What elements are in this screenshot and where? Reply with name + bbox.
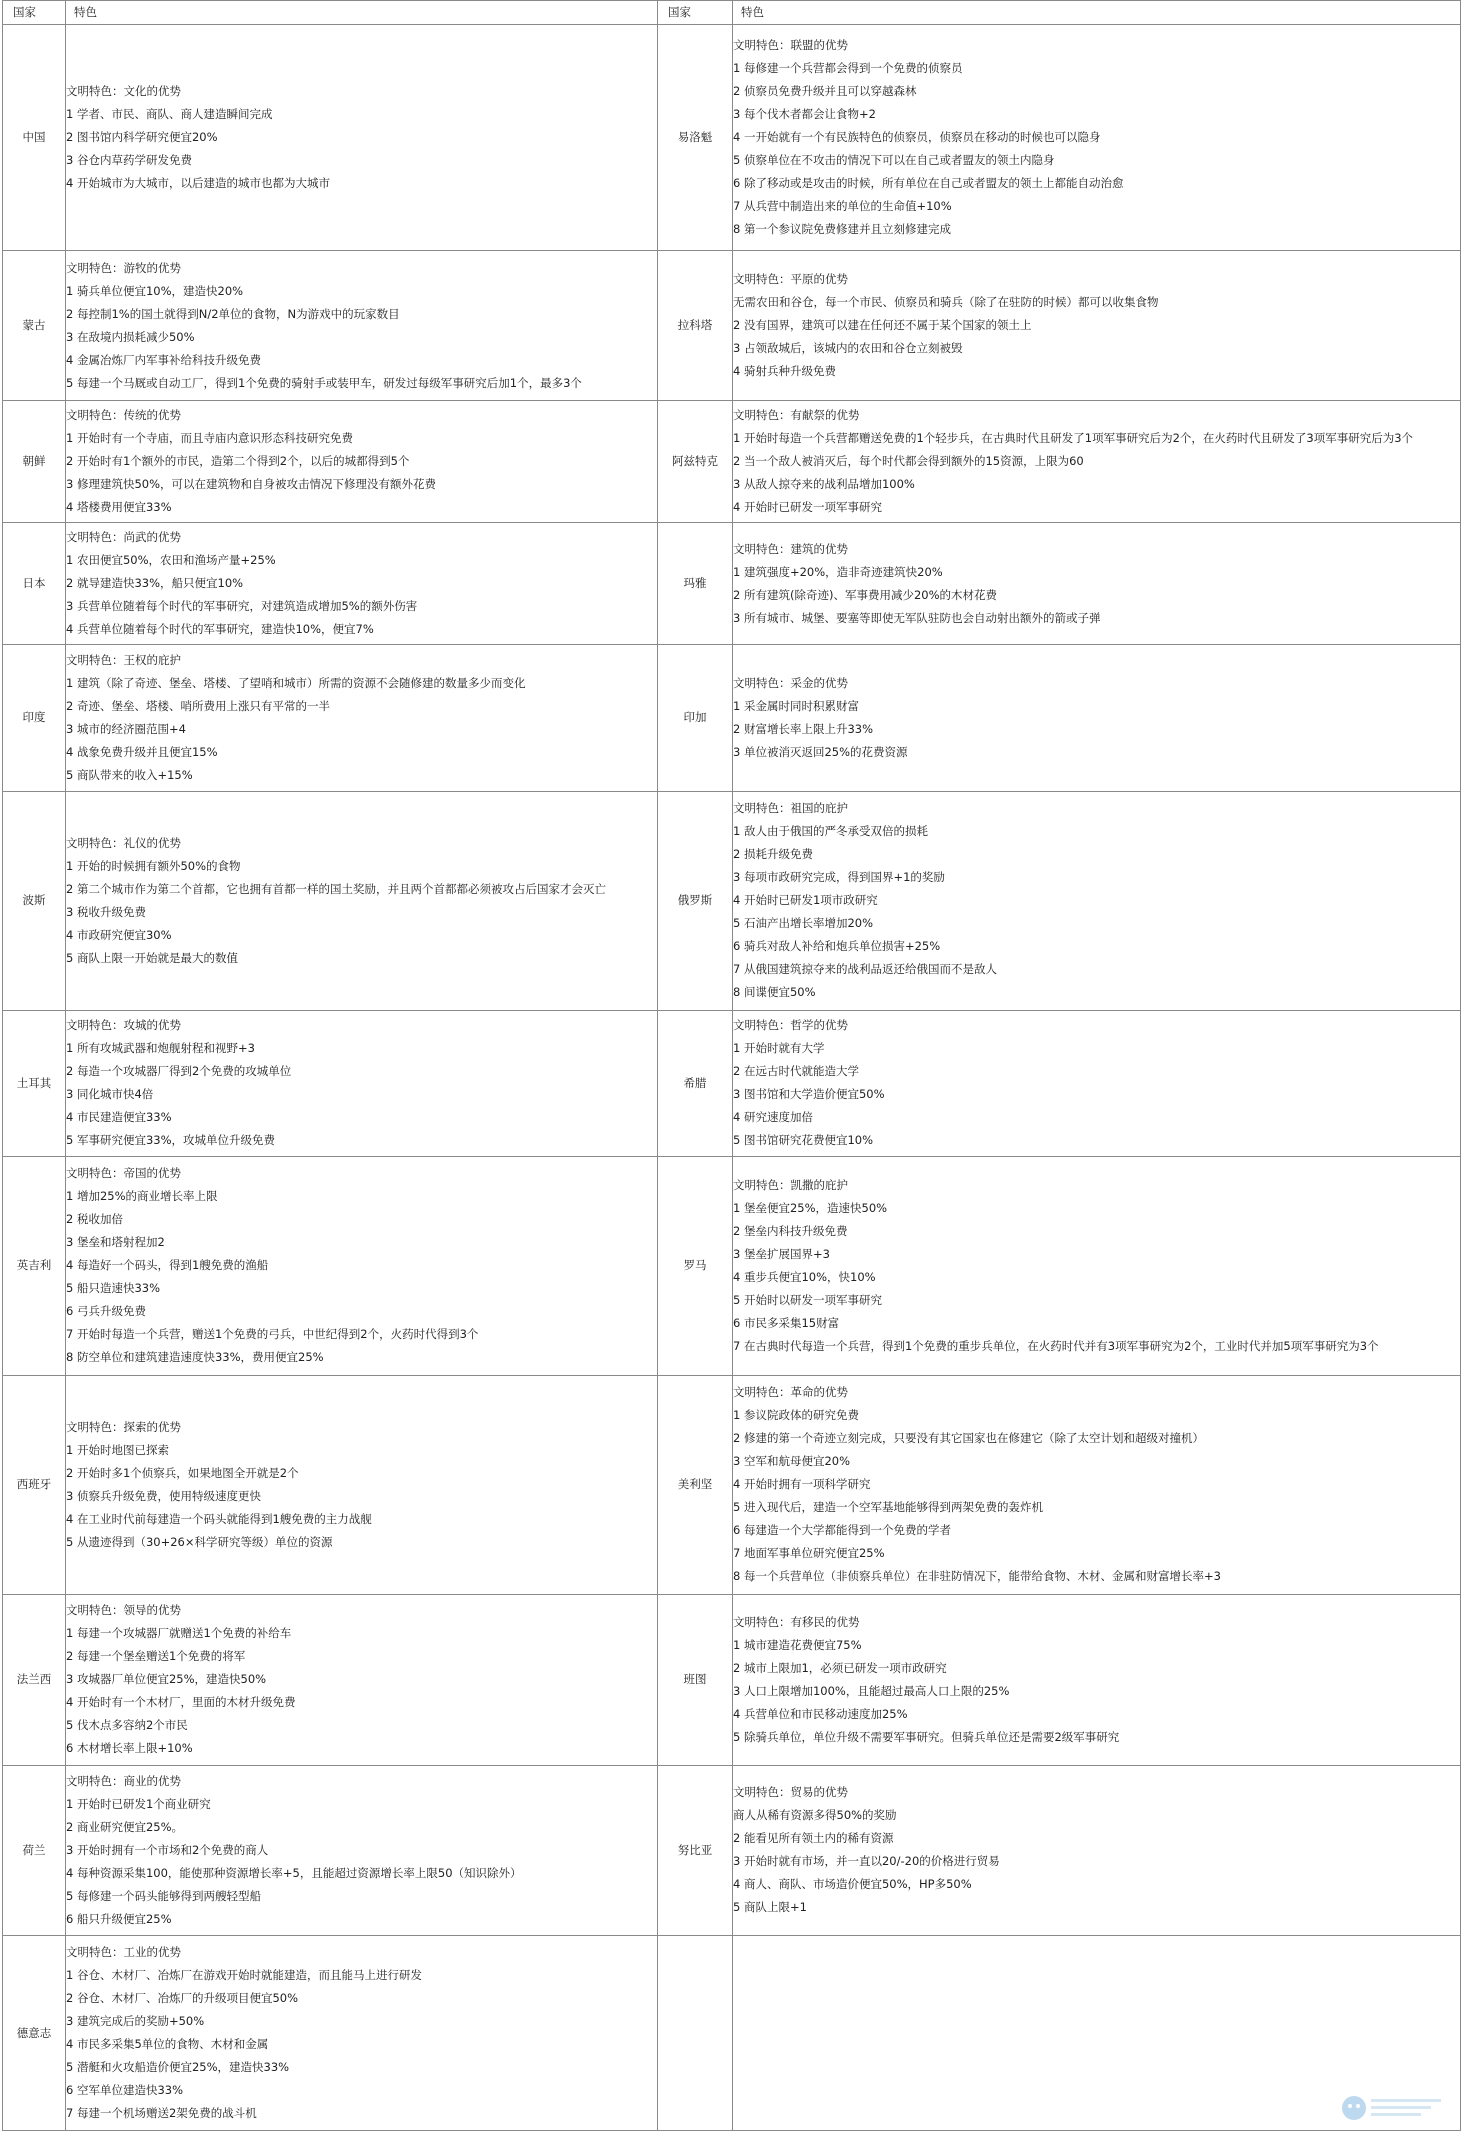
trait-line: 2 堡垒内科技升级免费 (733, 1223, 848, 1238)
trait-line: 1 开始时就有大学 (733, 1041, 825, 1056)
trait-line: 5 军事研究便宜33%，攻城单位升级免费 (66, 1133, 276, 1148)
trait-line: 1 开始时已研发1个商业研究 (66, 1796, 211, 1811)
trait-line: 4 开始时已研发1项市政研究 (733, 893, 878, 908)
country-name-left: 荷兰 (3, 1765, 66, 1936)
trait-line: 5 船只造速快33% (66, 1281, 161, 1296)
trait-line: 5 开始时以研发一项军事研究 (733, 1292, 882, 1307)
traits-cell-left (66, 523, 658, 645)
trait-line: 3 每个伐木者都会让食物+2 (733, 107, 876, 122)
country-name-left: 蒙古 (3, 251, 66, 401)
trait-line: 3 占领敌城后，该城内的农田和谷仓立刻被毁 (733, 341, 963, 356)
trait-line: 1 骑兵单位便宜10%，建造快20% (66, 283, 244, 298)
trait-title: 文明特色：建筑的优势 (733, 541, 848, 556)
trait-line: 5 石油产出增长率增加20% (733, 916, 874, 931)
traits-cell-left (66, 251, 658, 401)
trait-line: 7 从兵营中制造出来的单位的生命值+10% (733, 199, 952, 214)
trait-line: 4 骑射兵种升级免费 (733, 364, 836, 379)
table-row (3, 1375, 1461, 1594)
country-name-right: 努比亚 (658, 1765, 733, 1936)
trait-title: 文明特色：文化的优势 (66, 84, 181, 99)
trait-line: 7 地面军事单位研究便宜25% (733, 1546, 885, 1561)
traits-cell-left (66, 645, 658, 791)
trait-line: 1 所有攻城武器和炮舰射程和视野+3 (66, 1041, 255, 1056)
trait-line: 4 兵营单位随着每个时代的军事研究，建造快10%，便宜7% (66, 622, 374, 637)
trait-title: 文明特色：联盟的优势 (733, 38, 848, 53)
trait-title: 文明特色：采金的优势 (733, 675, 848, 690)
trait-line: 2 所有建筑(除奇迹)、军事费用减少20%的木材花费 (733, 587, 998, 602)
trait-line: 2 当一个敌人被消灭后，每个时代都会得到额外的15资源，上限为60 (733, 453, 1084, 468)
trait-line: 3 在敌境内损耗减少50% (66, 329, 195, 344)
trait-line: 4 金属冶炼厂内军事补给科技升级免费 (66, 352, 261, 367)
country-name-right: 印加 (658, 645, 733, 791)
traits-cell-right (733, 1010, 1461, 1156)
trait-title: 文明特色：礼仪的优势 (66, 835, 181, 850)
trait-line: 4 商人、商队、市场造价便宜50%，HP多50% (733, 1877, 972, 1892)
country-name-right: 易洛魁 (658, 25, 733, 251)
country-name-left: 印度 (3, 645, 66, 791)
trait-line: 2 图书馆内科学研究便宜20% (66, 130, 218, 145)
country-name-left: 朝鲜 (3, 400, 66, 522)
country-name-left: 波斯 (3, 791, 66, 1010)
traits-cell-left (66, 1936, 658, 2131)
trait-line: 3 攻城器厂单位便宜25%，建造快50% (66, 1672, 267, 1687)
trait-line: 3 修理建筑快50%，可以在建筑物和自身被攻击情况下修理没有额外花费 (66, 476, 437, 491)
trait-line: 2 第二个城市作为第二个首都，它也拥有首都一样的国土奖励，并且两个首都都必须被攻占后国家才会灭亡 (66, 881, 606, 896)
trait-line: 5 每修建一个码头能够得到两艘轻型船 (66, 1888, 261, 1903)
header-country-left: 国家 (3, 1, 66, 25)
trait-line: 8 间谍便宜50% (733, 985, 816, 1000)
trait-line: 3 开始时拥有一个市场和2个免费的商人 (66, 1842, 269, 1857)
trait-line: 2 在远古时代就能造大学 (733, 1064, 859, 1079)
trait-line: 3 堡垒和塔射程加2 (66, 1235, 165, 1250)
trait-line: 1 建筑（除了奇迹、堡垒、塔楼、了望哨和城市）所需的资源不会随修建的数量多少而变化 (66, 675, 526, 690)
country-name-right: 罗马 (658, 1156, 733, 1375)
country-name-right: 拉科塔 (658, 251, 733, 401)
trait-line: 3 所有城市、城堡、要塞等即使无军队驻防也会自动射出额外的箭或子弹 (733, 610, 1101, 625)
trait-line: 3 兵营单位随着每个时代的军事研究，对建筑造成增加5%的额外伤害 (66, 599, 418, 614)
trait-line: 6 每建造一个大学都能得到一个免费的学者 (733, 1523, 951, 1538)
trait-line: 2 修建的第一个奇迹立刻完成，只要没有其它国家也在修建它（除了太空计划和超级对撞机） (733, 1431, 1204, 1446)
civilization-table (2, 0, 1461, 2131)
trait-line: 1 每修建一个兵营都会得到一个免费的侦察员 (733, 61, 963, 76)
trait-title: 文明特色：攻城的优势 (66, 1018, 181, 1033)
trait-line: 2 每控制1%的国土就得到N/2单位的食物，N为游戏中的玩家数目 (66, 306, 400, 321)
trait-line: 1 开始时每造一个兵营都赠送免费的1个轻步兵，在古典时代且研发了1项军事研究后为2个，在火药时代且研发了3项军事研究后为3个 (733, 430, 1414, 445)
traits-cell-right (733, 523, 1461, 645)
trait-line: 4 在工业时代前每建造一个码头就能得到1艘免费的主力战舰 (66, 1511, 372, 1526)
trait-line: 4 市民多采集5单位的食物、木材和金属 (66, 2037, 269, 2052)
trait-line: 3 每项市政研究完成，得到国界+1的奖励 (733, 870, 945, 885)
table-row (3, 1156, 1461, 1375)
country-name-left: 日本 (3, 523, 66, 645)
trait-line: 5 商队上限+1 (733, 1900, 807, 1915)
trait-line: 1 每建一个攻城器厂就赠送1个免费的补给车 (66, 1626, 292, 1641)
table-row (3, 645, 1461, 791)
country-name-left: 英吉利 (3, 1156, 66, 1375)
trait-line: 2 谷仓、木材厂、冶炼厂的升级项目便宜50% (66, 1991, 299, 2006)
trait-title: 文明特色：游牧的优势 (66, 260, 181, 275)
header-features-left: 特色 (66, 1, 658, 25)
traits-cell-right (733, 791, 1461, 1010)
country-name-left: 土耳其 (3, 1010, 66, 1156)
trait-line: 1 参议院政体的研究免费 (733, 1408, 859, 1423)
trait-line: 6 市民多采集15财富 (733, 1315, 840, 1330)
country-name-right: 俄罗斯 (658, 791, 733, 1010)
table-row (3, 1936, 1461, 2131)
table-row (3, 1765, 1461, 1936)
trait-line: 3 开始时就有市场，并一直以20/-20的价格进行贸易 (733, 1854, 1000, 1869)
table-row (3, 25, 1461, 251)
trait-line: 1 学者、市民、商队、商人建造瞬间完成 (66, 107, 273, 122)
trait-line: 1 开始的时候拥有额外50%的食物 (66, 858, 241, 873)
trait-line: 2 税收加倍 (66, 1212, 123, 1227)
traits-cell-left (66, 1594, 658, 1765)
trait-line: 6 弓兵升级免费 (66, 1304, 146, 1319)
header-row (3, 1, 1461, 25)
trait-line: 4 市民建造便宜33% (66, 1110, 172, 1125)
trait-title: 文明特色：祖国的庇护 (733, 801, 848, 816)
trait-line: 5 潜艇和火攻船造价便宜25%，建造快33% (66, 2060, 290, 2075)
trait-line: 5 商队上限一开始就是最大的数值 (66, 950, 238, 965)
trait-line: 3 单位被消灭返回25%的花费资源 (733, 744, 908, 759)
traits-cell-right (733, 251, 1461, 401)
trait-line: 3 侦察兵升级免费，使用特级速度更快 (66, 1488, 261, 1503)
traits-cell-right (733, 1375, 1461, 1594)
header-features-right: 特色 (733, 1, 1461, 25)
trait-title: 文明特色：传统的优势 (66, 407, 181, 422)
traits-cell-right (733, 1765, 1461, 1936)
trait-line: 2 能看见所有领土内的稀有资源 (733, 1831, 894, 1846)
trait-title: 文明特色：探索的优势 (66, 1419, 181, 1434)
trait-line: 3 税收升级免费 (66, 904, 146, 919)
trait-line: 1 增加25%的商业增长率上限 (66, 1189, 218, 1204)
trait-line: 4 开始城市为大城市，以后建造的城市也都为大城市 (66, 176, 330, 191)
trait-line: 3 城市的经济圈范围+4 (66, 721, 186, 736)
traits-cell-left (66, 1010, 658, 1156)
table-row (3, 1594, 1461, 1765)
trait-line: 1 开始时有一个寺庙，而且寺庙内意识形态科技研究免费 (66, 430, 353, 445)
traits-cell-left (66, 1156, 658, 1375)
traits-cell-right (733, 1156, 1461, 1375)
trait-line: 5 商队带来的收入+15% (66, 767, 193, 782)
trait-line: 4 每造好一个码头，得到1艘免费的渔船 (66, 1258, 269, 1273)
trait-line: 4 研究速度加倍 (733, 1110, 813, 1125)
traits-cell-left (66, 791, 658, 1010)
table-row (3, 791, 1461, 1010)
trait-line: 4 开始时有一个木材厂，里面的木材升级免费 (66, 1695, 296, 1710)
trait-line: 4 重步兵便宜10%，快10% (733, 1269, 876, 1284)
trait-title: 文明特色：哲学的优势 (733, 1018, 848, 1033)
table-body (3, 25, 1461, 2131)
trait-line: 5 每建一个马厩或自动工厂，得到1个免费的骑射手或装甲车，研发过每级军事研究后加1个，最多3个 (66, 375, 582, 390)
trait-line: 3 同化城市快4倍 (66, 1087, 154, 1102)
trait-line: 1 城市建造花费便宜75% (733, 1637, 862, 1652)
trait-line: 5 进入现代后，建造一个空军基地能够得到两架免费的轰炸机 (733, 1500, 1043, 1515)
country-name-left: 西班牙 (3, 1375, 66, 1594)
trait-line: 1 堡垒便宜25%，造速快50% (733, 1200, 888, 1215)
trait-line: 3 建筑完成后的奖励+50% (66, 2014, 205, 2029)
table-row (3, 400, 1461, 522)
trait-line: 5 伐木点多容纳2个市民 (66, 1718, 188, 1733)
trait-line: 8 防空单位和建筑建造速度快33%，费用便宜25% (66, 1350, 324, 1365)
trait-line: 5 侦察单位在不攻击的情况下可以在自己或者盟友的领土内隐身 (733, 153, 1055, 168)
trait-title: 文明特色：王权的庇护 (66, 652, 181, 667)
trait-title: 文明特色：商业的优势 (66, 1773, 181, 1788)
trait-title: 文明特色：领导的优势 (66, 1603, 181, 1618)
country-name-right: 美利坚 (658, 1375, 733, 1594)
trait-line: 4 兵营单位和市民移动速度加25% (733, 1706, 908, 1721)
country-name-right: 班图 (658, 1594, 733, 1765)
table-row (3, 523, 1461, 645)
trait-line: 8 第一个参议院免费修建并且立刻修建完成 (733, 222, 951, 237)
trait-line: 7 在古典时代每造一个兵营，得到1个免费的重步兵单位，在火药时代并有3项军事研究为2个，工业时代并加5项军事研究为3个 (733, 1338, 1379, 1353)
country-name-left: 德意志 (3, 1936, 66, 2131)
trait-line: 2 开始时有1个额外的市民，造第二个得到2个，以后的城都得到5个 (66, 453, 410, 468)
trait-line: 2 奇迹、堡垒、塔楼、哨所费用上涨只有平常的一半 (66, 698, 330, 713)
trait-line: 8 每一个兵营单位（非侦察兵单位）在非驻防情况下，能带给食物、木材、金属和财富增长率+3 (733, 1569, 1221, 1584)
trait-line: 2 财富增长率上限上升33% (733, 721, 874, 736)
trait-line: 2 损耗升级免费 (733, 847, 813, 862)
trait-line: 6 除了移动或是攻击的时候，所有单位在自己或者盟友的领土上都能自动治愈 (733, 176, 1124, 191)
trait-line: 4 一开始就有一个有民族特色的侦察员，侦察员在移动的时候也可以隐身 (733, 130, 1101, 145)
trait-line: 3 空军和航母便宜20% (733, 1454, 851, 1469)
trait-line: 2 没有国界，建筑可以建在任何还不属于某个国家的领土上 (733, 318, 1032, 333)
traits-cell-left (66, 400, 658, 522)
trait-line: 4 战象免费升级并且便宜15% (66, 744, 218, 759)
trait-line: 4 开始时拥有一项科学研究 (733, 1477, 871, 1492)
trait-line: 6 船只升级便宜25% (66, 1911, 172, 1926)
trait-title: 文明特色：贸易的优势 (733, 1785, 848, 1800)
trait-title: 文明特色：尚武的优势 (66, 530, 181, 545)
trait-line: 7 开始时每造一个兵营，赠送1个免费的弓兵，中世纪得到2个，火药时代得到3个 (66, 1327, 479, 1342)
trait-line: 4 市政研究便宜30% (66, 927, 172, 942)
trait-line: 2 每建一个堡垒赠送1个免费的将军 (66, 1649, 246, 1664)
trait-line: 1 敌人由于俄国的严冬承受双倍的损耗 (733, 824, 928, 839)
trait-line: 6 空军单位建造快33% (66, 2083, 184, 2098)
traits-cell-left (66, 25, 658, 251)
trait-line: 4 开始时已研发一项军事研究 (733, 499, 882, 514)
trait-line: 1 谷仓、木材厂、冶炼厂在游戏开始时就能建造，而且能马上进行研发 (66, 1968, 422, 1983)
country-name-right: 阿兹特克 (658, 400, 733, 522)
trait-line: 3 人口上限增加100%，且能超过最高人口上限的25% (733, 1683, 1010, 1698)
trait-line: 2 就导建造快33%，船只便宜10% (66, 576, 244, 591)
trait-line: 6 木材增长率上限+10% (66, 1741, 193, 1756)
trait-title: 文明特色：凯撒的庇护 (733, 1177, 848, 1192)
trait-line: 2 侦察员免费升级并且可以穿越森林 (733, 84, 917, 99)
traits-cell-right (733, 400, 1461, 522)
country-name-right: 希腊 (658, 1010, 733, 1156)
trait-line: 6 骑兵对敌人补给和炮兵单位损害+25% (733, 939, 941, 954)
trait-line: 4 塔楼费用便宜33% (66, 499, 172, 514)
trait-line: 1 农田便宜50%，农田和渔场产量+25% (66, 553, 276, 568)
trait-line: 3 图书馆和大学造价便宜50% (733, 1087, 885, 1102)
trait-line: 2 每造一个攻城器厂得到2个免费的攻城单位 (66, 1064, 292, 1079)
trait-title: 文明特色：帝国的优势 (66, 1166, 181, 1181)
trait-line: 2 商业研究便宜25%。 (66, 1819, 184, 1834)
trait-line: 4 每种资源采集100，能使那种资源增长率+5，且能超过资源增长率上限50（知识除外） (66, 1865, 522, 1880)
trait-line: 无需农田和谷仓，每一个市民、侦察员和骑兵（除了在驻防的时候）都可以收集食物 (733, 295, 1159, 310)
table-row (3, 251, 1461, 401)
trait-title: 文明特色：有移民的优势 (733, 1614, 860, 1629)
traits-cell-left (66, 1375, 658, 1594)
trait-line: 3 从敌人掠夺来的战利品增加100% (733, 476, 915, 491)
trait-title: 文明特色：平原的优势 (733, 272, 848, 287)
trait-line: 3 堡垒扩展国界+3 (733, 1246, 830, 1261)
trait-title: 文明特色：有献祭的优势 (733, 407, 860, 422)
trait-line: 5 除骑兵单位，单位升级不需要军事研究。但骑兵单位还是需要2级军事研究 (733, 1729, 1120, 1744)
traits-cell-right (733, 645, 1461, 791)
traits-cell-right (733, 1594, 1461, 1765)
trait-line: 5 从遗迹得到（30+26×科学研究等级）单位的资源 (66, 1534, 333, 1549)
trait-line: 2 城市上限加1，必须已研发一项市政研究 (733, 1660, 947, 1675)
trait-line: 5 图书馆研究花费便宜10% (733, 1133, 874, 1148)
trait-line: 商人从稀有资源多得50%的奖励 (733, 1808, 897, 1823)
traits-cell-left (66, 1765, 658, 1936)
trait-line: 2 开始时多1个侦察兵，如果地图全开就是2个 (66, 1465, 299, 1480)
country-name-right: 玛雅 (658, 523, 733, 645)
watermark-logo (1339, 2091, 1449, 2125)
trait-line: 1 开始时地图已探索 (66, 1442, 169, 1457)
country-name-left: 法兰西 (3, 1594, 66, 1765)
trait-line: 1 采金属时同时积累财富 (733, 698, 859, 713)
trait-title: 文明特色：革命的优势 (733, 1385, 848, 1400)
trait-line: 1 建筑强度+20%，造非奇迹建筑快20% (733, 564, 943, 579)
country-name-right (658, 1936, 733, 2131)
trait-line: 7 每建一个机场赠送2架免费的战斗机 (66, 2106, 257, 2121)
trait-line: 7 从俄国建筑掠夺来的战利品返还给俄国而不是敌人 (733, 962, 997, 977)
trait-line: 3 谷仓内草药学研发免费 (66, 153, 192, 168)
header-country-right: 国家 (658, 1, 733, 25)
traits-cell-right (733, 25, 1461, 251)
trait-title: 文明特色：工业的优势 (66, 1945, 181, 1960)
country-name-left: 中国 (3, 25, 66, 251)
table-row (3, 1010, 1461, 1156)
